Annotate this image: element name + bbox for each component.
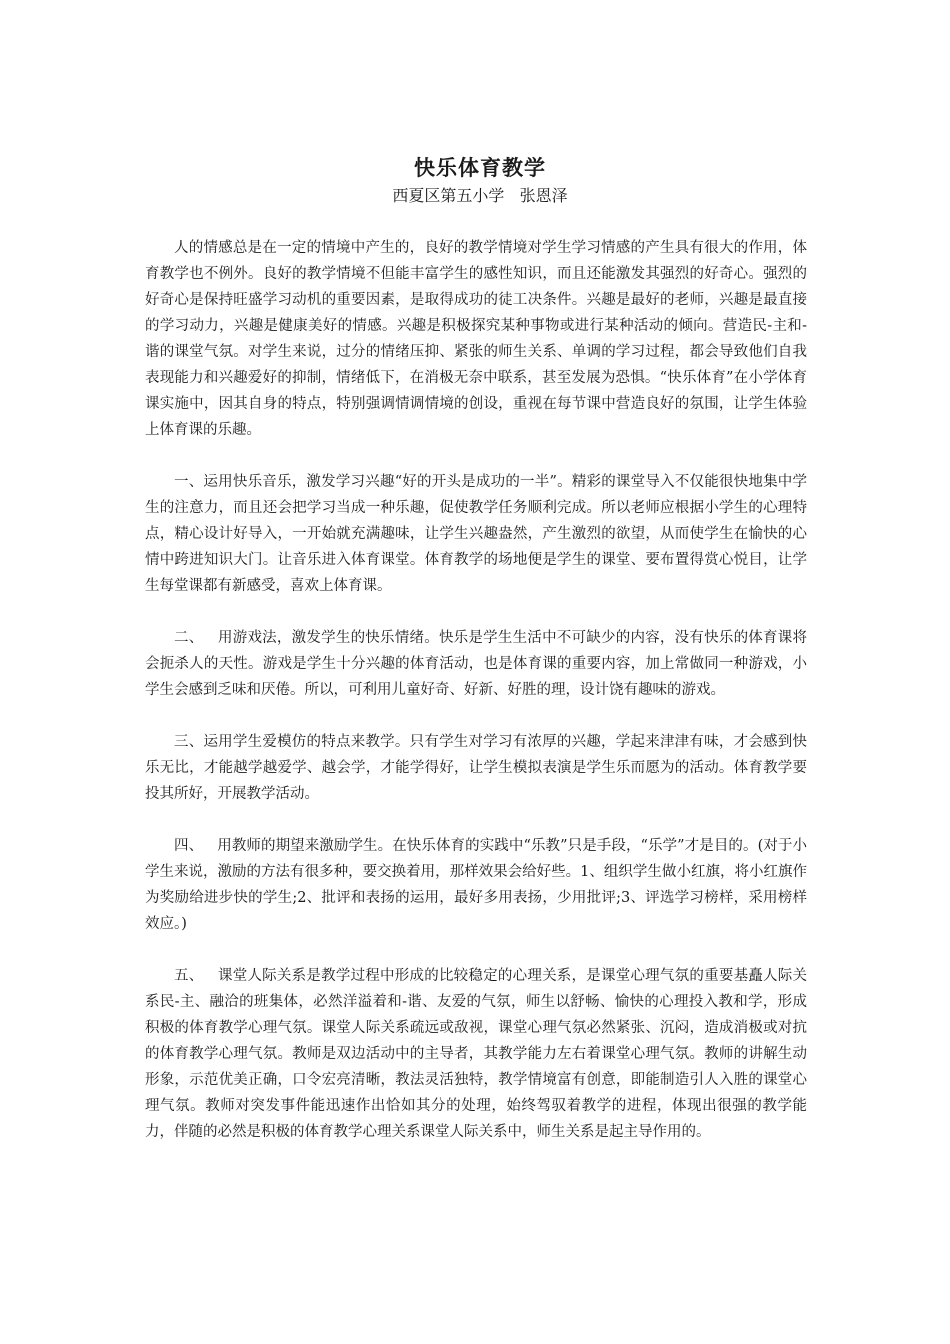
paragraph-section-5: 五、 课堂人际关系是教学过程中形成的比较稳定的心理关系，是课堂心理气氛的重要基矗人际关系民-主、融洽的班集体，必然洋溢着和-谐、友爱的气氛，师生以舒畅、愉快的心理投入教和学，形成积极的体育教学心理气氛。课堂人际关系疏远或敌视，课堂心理气氛必然紧张、沉闷，造成消极或对抗的体育教学心理气氛。教师是双边活动中的主导者，其教学能力左右着课堂心理气氛。教师的讲解生动形象，示范优美正确，口令宏亮清晰，教法灵活独特，教学情境富有创意，即能制造引人入胜的课堂心理气氛。教师对突发事件能迅速作出恰如其分的处理，始终驾驭着教学的进程，体现出很强的教学能力，伴随的必然是积极的体育教学心理关系课堂人际关系中，师生关系是起主导作用的。	[145, 968, 807, 1140]
paragraph-section-2: 二、 用游戏法，激发学生的快乐情绪。快乐是学生生活中不可缺少的内容，没有快乐的体育课将会扼杀人的天性。游戏是学生十分兴趣的体育活动，也是体育课的重要内容，加上常做同一种游戏，小学生会感到乏味和厌倦。所以，可利用儿童好奇、好新、好胜的理，设计饶有趣味的游戏。	[145, 630, 807, 698]
document-page	[145, 153, 807, 1171]
document-author-line: 西夏区第五小学 张恩泽	[392, 186, 568, 205]
paragraph-section-1: 一、运用快乐音乐，激发学习兴趣“好的开头是成功的一半”。精彩的课堂导入不仅能很快地集中学生的注意力，而且还会把学习当成一种乐趣，促使教学任务顺利完成。所以老师应根据小学生的心理特点，精心设计好导入，一开始就充满趣味，让学生兴趣盎然，产生激烈的欲望，从而使学生在愉快的心情中跨进知识大门。让音乐进入体育课堂。体育教学的场地便是学生的课堂、要布置得赏心悦目，让学生每堂课都有新感受，喜欢上体育课。	[145, 474, 807, 594]
document-title: 快乐体育教学	[414, 155, 546, 180]
paragraph-intro: 人的情感总是在一定的情境中产生的，良好的教学情境对学生学习情感的产生具有很大的作用，体育教学也不例外。良好的教学情境不但能丰富学生的感性知识，而且还能激发其强烈的好奇心。强烈的好奇心是保持旺盛学习动机的重要因素，是取得成功的徒工决条件。兴趣是最好的老师，兴趣是最直接的学习动力，兴趣是健康美好的情感。兴趣是积极探究某种事物或进行某种活动的倾向。营造民-主和-谐的课堂气氛。对学生来说，过分的情绪压抑、紧张的师生关系、单调的学习过程，都会导致他们自我表现能力和兴趣爱好的抑制，情绪低下，在消极无奈中联系，甚至发展为恐惧。“快乐体育”在小学体育课实施中，因其自身的特点，特别强调情调情境的创设，重视在每节课中营造良好的氛围，让学生体验上体育课的乐趣。	[145, 240, 807, 438]
paragraph-section-3: 三、运用学生爱模仿的特点来教学。只有学生对学习有浓厚的兴趣，学起来津津有味，才会感到快乐无比，才能越学越爱学、越会学，才能学得好，让学生模拟表演是学生乐而愿为的活动。体育教学要投其所好，开展教学活动。	[145, 734, 807, 802]
paragraph-section-4: 四、 用教师的期望来激励学生。在快乐体育的实践中“乐教”只是手段，“乐学”才是目的。(对于小学生来说，激励的方法有很多种，要交换着用，那样效果会给好些。1、组织学生做小红旗，将小红旗作为奖励给进步快的学生;2、批评和表扬的运用，最好多用表扬，少用批评;3、评选学习榜样，采用榜样效应。)	[145, 838, 807, 932]
